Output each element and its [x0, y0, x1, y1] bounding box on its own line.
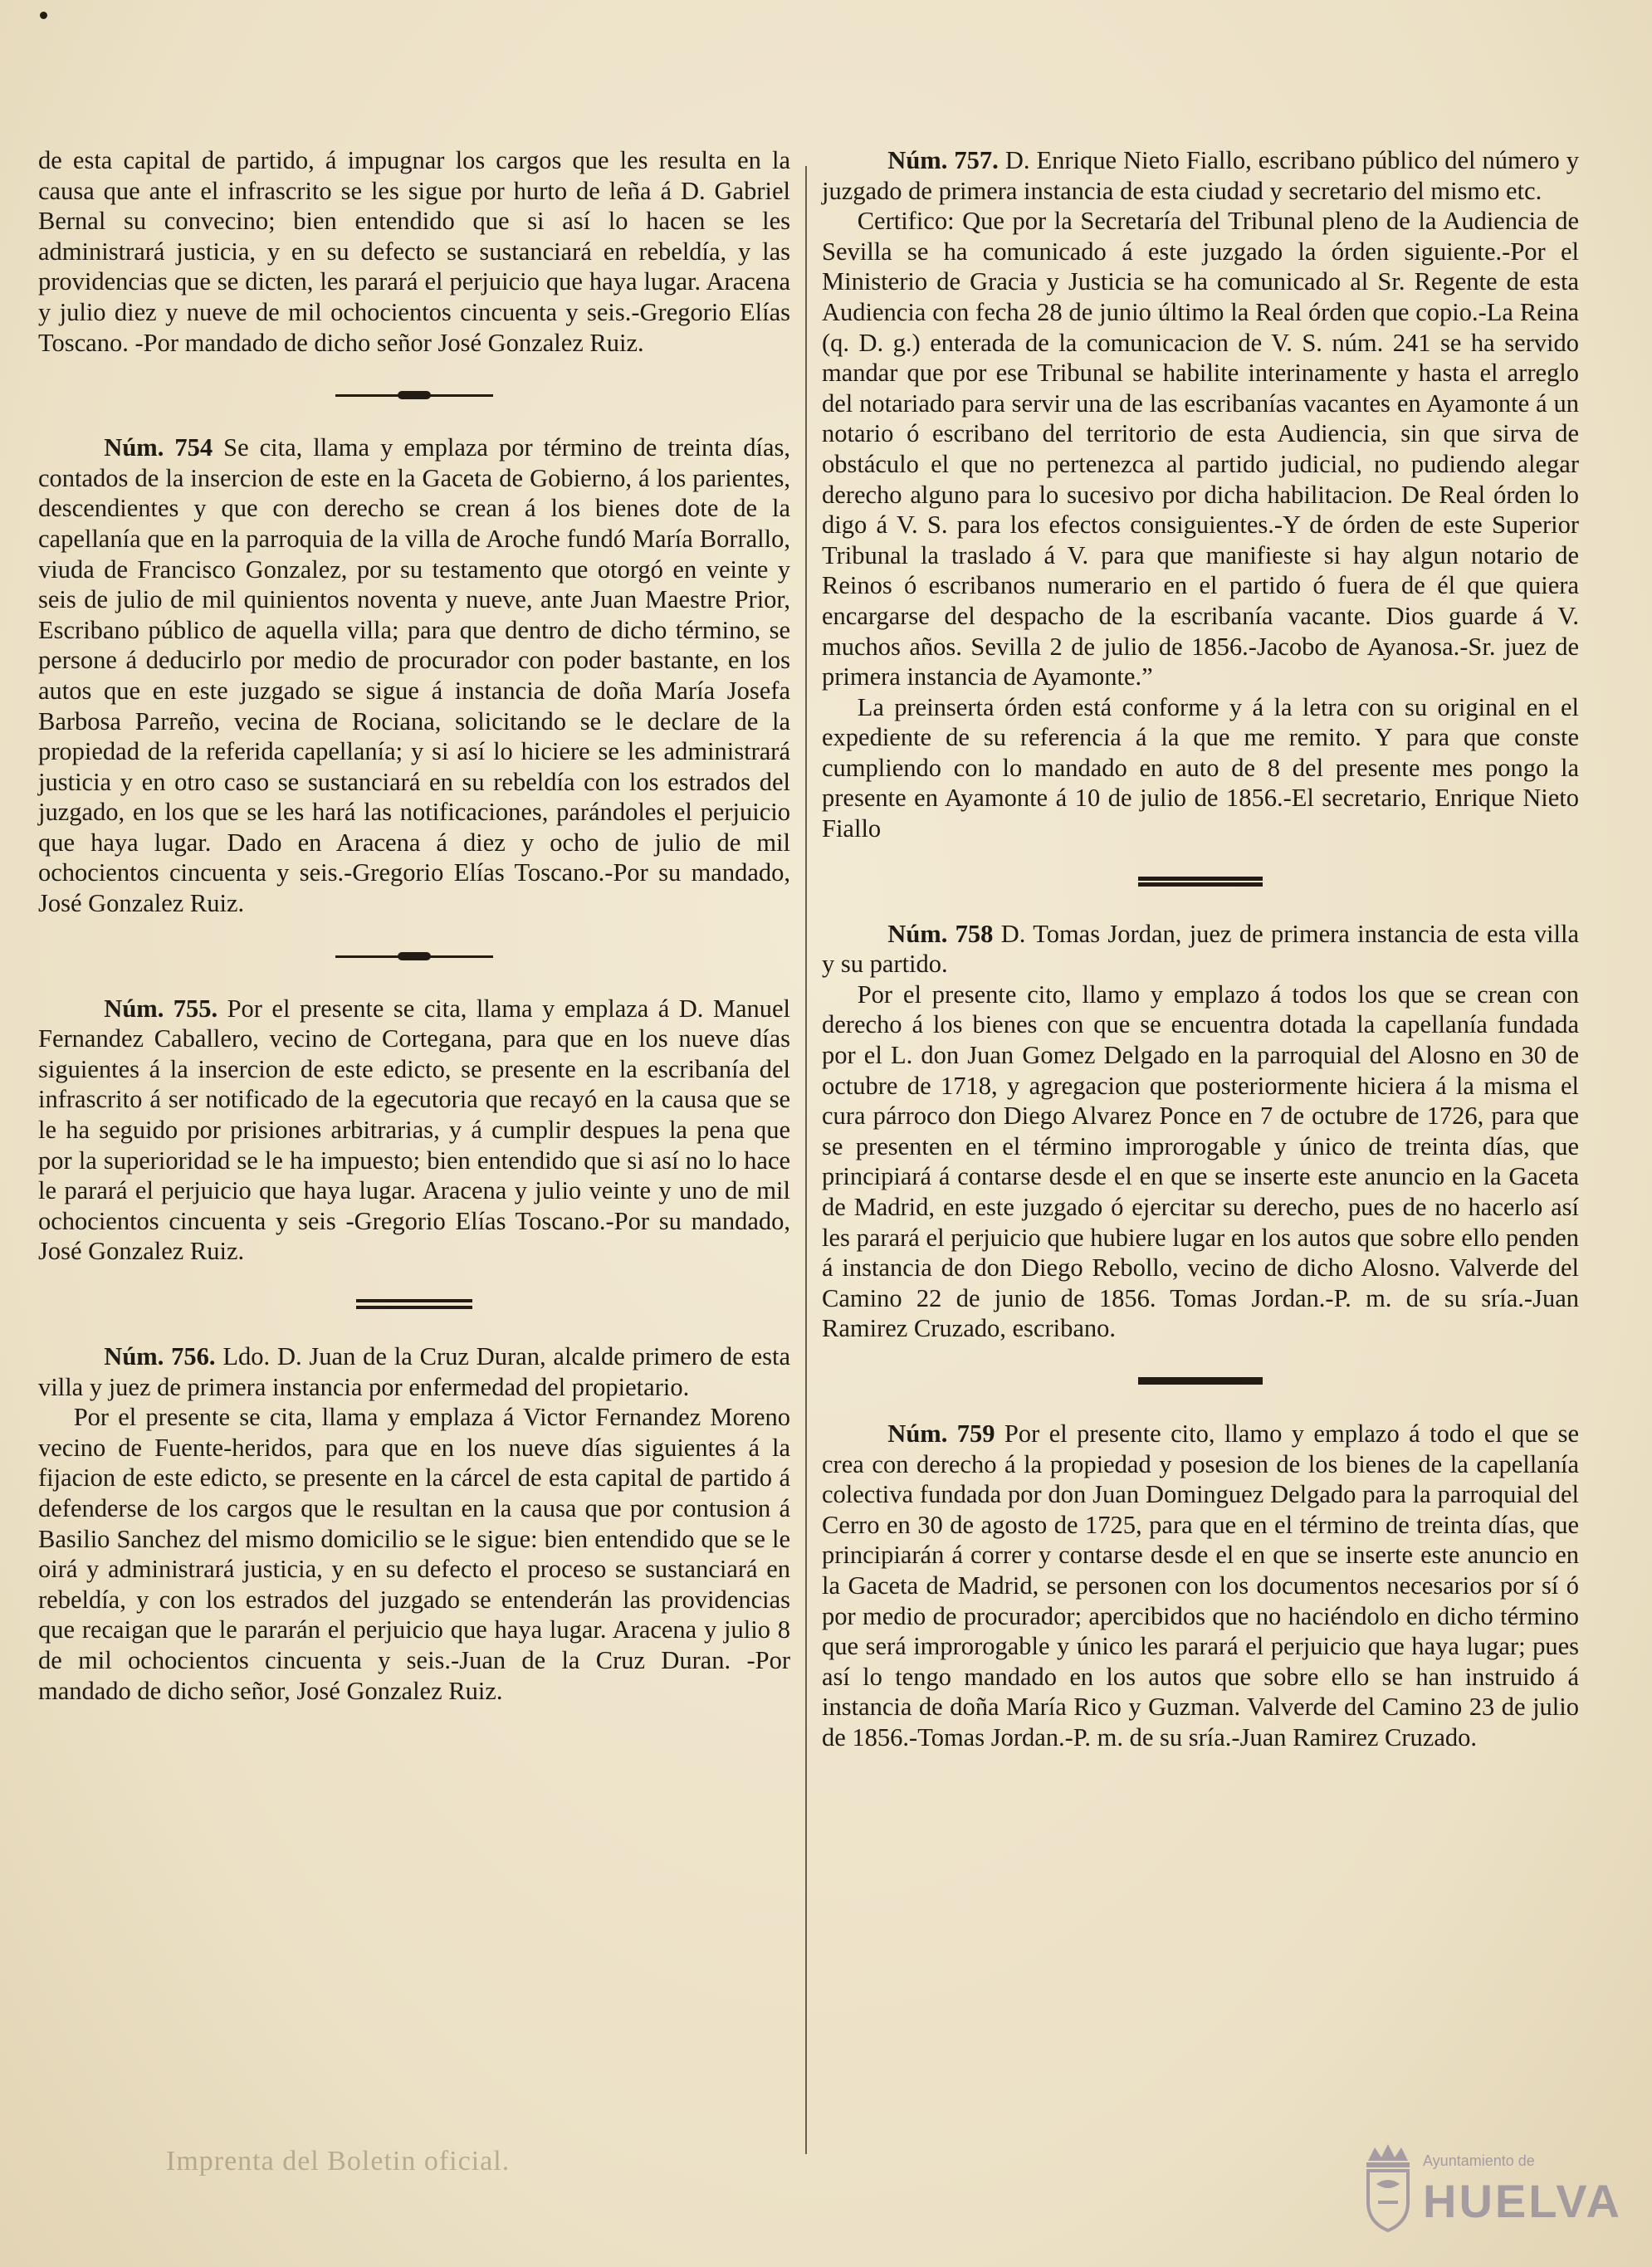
- entry-755-number: Núm. 755.: [104, 994, 218, 1023]
- ink-dot-mark: [40, 12, 47, 19]
- entry-754-text: Se cita, llama y emplaza por término de treinta días, contados de la insercion de este en la Gaceta de Gobierno, á los parientes, descendientes y que con derecho se crean á los bienes dote de la capellanía que en la parroquia de la villa de Aroche fundó María Borrallo, viuda de Francisco Gonzalez, por su testamento que otorgó en veinte y seis de julio de mil quinientos noventa y nueve, ante Juan Maestre Prior, Escribano público de aquella villa; para que dentro de dicho término, se persone á deducirlo por medio de procurador con poder bastante, en los autos que en este juzgado se sigue á instancia de doña María Josefa Barbosa Parreño, vecina de Rociana, solicitando se le declare de la propiedad de la referida capellanía; y si así lo hiciere se les administrará justicia y en otro caso se sustanciará en su rebeldía con los estrados del juzgado, en los que se les hará las notificaciones, parándoles el perjuicio que haya lugar. Dado en Aracena á diez y ocho de julio de mil ochocientos cincuenta y seis.-Gregorio Elías Toscano.-Por su mandado, José Gonzalez Ruiz.: [38, 433, 791, 918]
- entry-757-text-1: Certifico: Que por la Secretaría del Tribunal pleno de la Audiencia de Sevilla se ha comunicado á este juzgado la órden siguiente.-Por el Ministerio de Gracia y Justicia se ha comunicado al Sr. Regente de esta Audiencia con fecha 28 de junio último la Real órden que copio.-La Reina (q. D. g.) enterada de la comunicacion de V. S. núm. 241 se ha servido mandar que por ese Tribunal se habilite interinamente y hasta el arreglo del notariado para servir una de las escribanías vacantes en Ayamonte á un notario ó escribano del territorio de esta Audiencia, sin que sirva de obstáculo el que no pertenezca al partido judicial, no pudiendo alegar derecho alguno para lo sucesivo por dicha habilitacion. De Real órden lo digo á V. S. para los efectos consiguientes.-Y de órden de este Superior Tribunal la traslado á V. para que manifieste si hay algun notario de Reinos ó escribanos numerario en el partido ó fuera de él que quiera encargarse del despacho de la escribanía vacante. Dios guarde á V. muchos años. Sevilla 2 de julio de 1856.-Jacobo de Ayanosa.-Sr. juez de primera instancia de Ayamonte.”: [822, 207, 1579, 691]
- entry-756-text: Por el presente se cita, llama y emplaza á Victor Fernandez Moreno vecino de Fuente-heridos, para que en los nueve días siguientes á la fijacion de este edicto, se presente en la cárcel de esta capital de partido á defenderse de los cargos que le resultan en la causa que por contusion á Basilio Sanchez del mismo domicilio se le sigue: bien entendido que se le oirá y administrará justicia, y en su defecto el proceso se sustanciará en rebeldía, y con los estrados del juzgado se entenderán las providencias que recaigan que le pararán el perjuicio que haya lugar. Aracena y julio 8 de mil ochocientos cincuenta y seis.-Juan de la Cruz Duran. -Por mandado de dicho señor, José Gonzalez Ruiz.: [38, 1403, 790, 1705]
- entry-754-number: Núm. 754: [104, 433, 213, 462]
- entry-758-number: Núm. 758: [887, 919, 994, 948]
- entry-755-text: Por el presente se cita, llama y emplaza á D. Manuel Fernandez Caballero, vecino de Cortegana, para que en los nueve días siguientes á la insercion de este edicto, se presente en la escribanía del infrascrito á ser notificado de la egecutoria que recayó en la causa que se le ha seguido por prisiones arbitrarias, y á cumplir despues la pena que por la superioridad se le ha impuesto; bien entendido que si así no lo hace le parará el perjuicio que haya lugar. Aracena y julio veinte y uno de mil ochocientos cincuenta y seis -Gregorio Elías Toscano.-Por su mandado, José Gonzalez Ruiz.: [38, 994, 791, 1266]
- entry-757-text-2: La preinserta órden está conforme y á la letra con su original en el expediente de su referencia á la que me remito. Y para que conste cumpliendo con lo mandado en auto de 8 del presente mes pongo la presente en Ayamonte á 10 de julio de 1856.-El secretario, Enrique Nieto Fiallo: [822, 692, 1579, 843]
- logo-title: HUELVA: [1423, 2175, 1622, 2227]
- entry-759: [822, 1419, 1579, 1753]
- archive-watermark-logo: [1361, 2138, 1622, 2245]
- double-rule-separator: [38, 1267, 790, 1341]
- entry-756-heading: Ldo. D. Juan de la Cruz Duran, alcalde primero de esta villa y juez de primera instancia por enfermedad del propietario.: [38, 1342, 790, 1401]
- entry-758-heading: D. Tomas Jordan, juez de primera instancia de esta villa y su partido.: [822, 919, 1579, 979]
- bold-rule-separator: [822, 844, 1579, 919]
- entry-755: [38, 994, 790, 1267]
- ornament-separator: [38, 358, 790, 432]
- entry-758-text: Por el presente cito, llamo y emplazo á todos los que se crean con derecho á los bienes con que se encuentra dotada la capellanía fundada por el L. don Juan Gomez Delgado en la parroquial del Alosno en 30 de octubre de 1718, y agregacion que posteriormente hiciera á la misma el cura párroco don Diego Alvarez Ponce en 7 de octubre de 1726, para que se presenten en el término improrogable y único de treinta días, que principiará á contarse desde el en que se inserte este anuncio en la Gaceta de Madrid, en este juzgado ó ejercitar su derecho, pues de no hacerlo así les parará el perjuicio que hubiere lugar en los autos que sobre ello penden á instancia de don Diego Rebollo, vecino de dicho Alosno. Valverde del Camino 22 de junio de 1856. Tomas Jordan.-P. m. de su sría.-Juan Ramirez Cruzado, escribano.: [822, 980, 1579, 1343]
- logo-subtitle: Ayuntamiento de: [1423, 2152, 1535, 2169]
- entry-fragment: [38, 145, 790, 358]
- right-column: [822, 145, 1579, 1753]
- entry-754: [38, 432, 790, 919]
- entry-757-heading: D. Enrique Nieto Fiallo, escribano público del número y juzgado de primera instancia de esta ciudad y secretario del mismo etc.: [822, 146, 1579, 205]
- entry-758: [822, 919, 1579, 1344]
- entry-756: [38, 1341, 790, 1706]
- entry-759-number: Núm. 759: [887, 1419, 995, 1448]
- left-column: [38, 145, 790, 1706]
- bold-separator: [822, 1344, 1579, 1419]
- entry-757: [822, 145, 1579, 844]
- faded-printer-imprint: Imprenta del Boletin oficial.: [166, 2146, 511, 2177]
- crown-crest-icon: [1361, 2142, 1415, 2234]
- entry-757-number: Núm. 757.: [887, 146, 999, 174]
- entry-756-number: Núm. 756.: [104, 1342, 216, 1370]
- dash-separator: [38, 919, 790, 994]
- entry-fragment-text: de esta capital de partido, á impugnar los cargos que les resulta en la causa que ante el infrascrito se les sigue por hurto de leña á D. Gabriel Bernal su convecino; bien entendido que si así lo hacen se les administrará justicia, y en su defecto se sustanciará en rebeldía, y las providencias que se dicten, les parará el perjuicio que haya lugar. Aracena y julio diez y nueve de mil ochocientos cincuenta y seis.-Gregorio Elías Toscano. -Por mandado de dicho señor José Gonzalez Ruiz.: [38, 146, 790, 357]
- entry-759-text: Por el presente cito, llamo y emplazo á todo el que se crea con derecho á la propiedad y posesion de los bienes de la capellanía colectiva fundada por don Juan Dominguez Delgado para la parroquial del Cerro en 30 de agosto de 1725, para que en el término de treinta días, que principiarán á correr y contarse desde el en que se inserte este anuncio en la Gaceta de Madrid, se personen con los documentos necesarios por sí ó por medio de procurador; apercibidos que no haciéndolo en dicho término que será improrogable y único les parará el perjuicio que haya lugar; pues así lo tengo mandado en los autos que sobre ello se han instruido á instancia de doña María Rico y Guzman. Valverde del Camino 23 de julio de 1856.-Tomas Jordan.-P. m. de su sría.-Juan Ramirez Cruzado.: [822, 1419, 1580, 1752]
- column-divider: [805, 166, 807, 2154]
